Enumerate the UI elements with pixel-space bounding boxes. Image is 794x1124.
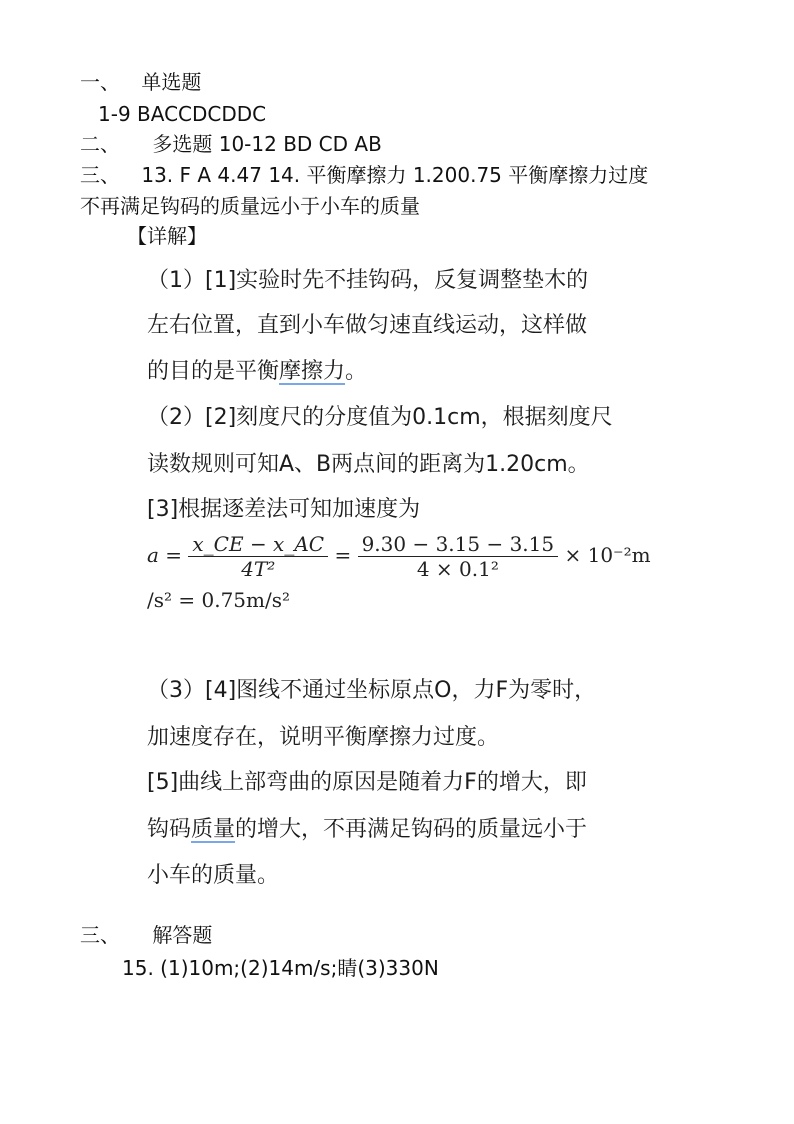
section-title: 解答题: [152, 923, 213, 947]
explain-header: 【详解】: [127, 224, 207, 248]
formula-fraction-1: [188, 532, 328, 581]
explain-p2a: （2）[2]刻度尺的分度值为0.1cm，根据刻度尺: [147, 405, 613, 430]
section-heading-multi-choice: [80, 134, 382, 154]
section-number: 三、: [80, 163, 120, 187]
explain-p4a: （3）[4]图线不通过坐标原点O，力F为零时，: [147, 678, 597, 703]
formula-f1-den: 4T²: [241, 557, 276, 581]
formula-lhs: a =: [147, 543, 183, 567]
formula-f1-num: x_CE − x_AC: [188, 532, 328, 557]
explain-p1a: （1）[1]实验时先不挂钩码，反复调整垫木的: [147, 268, 589, 293]
explain-p5b-underlined: 质量: [191, 817, 236, 842]
section-number: 二、: [80, 132, 120, 156]
explain-p5c: 小车的质量。: [147, 863, 280, 888]
explain-p1c-pre: 的目的是平衡: [147, 359, 280, 384]
section-heading-experiment: [80, 165, 648, 185]
formula-tail: × 10⁻²m: [564, 543, 651, 567]
section-heading-single-choice: [80, 72, 201, 92]
explain-p4b: 加速度存在，说明平衡摩擦力过度。: [147, 725, 500, 750]
acceleration-formula: [147, 532, 651, 581]
experiment-answers-line1: 13. F A 4.47 14. 平衡摩擦力 1.200.75 平衡摩擦力过度: [141, 163, 649, 187]
section-number: 一、: [80, 70, 120, 94]
formula-f2-den: 4 × 0.1²: [416, 557, 499, 581]
section-number: 三、: [80, 923, 120, 947]
formula-eq: =: [334, 543, 352, 567]
formula-f2-num: 9.30 − 3.15 − 3.15: [358, 532, 559, 557]
explain-p5b: [147, 819, 587, 841]
answers-1-9: 1-9 BACCDCDDC: [98, 102, 267, 126]
explain-p5a: [5]曲线上部弯曲的原因是随着力F的增大，即: [147, 770, 587, 795]
explain-p1b: 左右位置，直到小车做匀速直线运动，这样做: [147, 313, 588, 338]
explain-p5b-pre: 钩码: [147, 817, 192, 842]
formula-line2: /s² = 0.75m/s²: [147, 588, 291, 612]
section-title: 单选题: [141, 70, 202, 94]
section-heading-solutions: [80, 925, 212, 945]
explain-p5b-post: 的增大，不再满足钩码的质量远小于: [235, 817, 588, 842]
section-title: 多选题 10-12 BD CD AB: [152, 132, 382, 156]
explain-p2b: 读数规则可知A、B两点间的距离为1.20cm。: [147, 452, 590, 477]
answers-15: 15. (1)10m;(2)14m/s;睛(3)330N: [122, 956, 439, 980]
experiment-answers-line2: 不再满足钩码的质量远小于小车的质量: [80, 194, 420, 218]
explain-p3: [3]根据逐差法可知加速度为: [147, 497, 421, 522]
explain-p1c-underlined: 摩擦力: [279, 359, 346, 384]
formula-fraction-2: [358, 532, 559, 581]
explain-p1c: [147, 361, 367, 383]
explain-p1c-post: 。: [345, 359, 368, 384]
